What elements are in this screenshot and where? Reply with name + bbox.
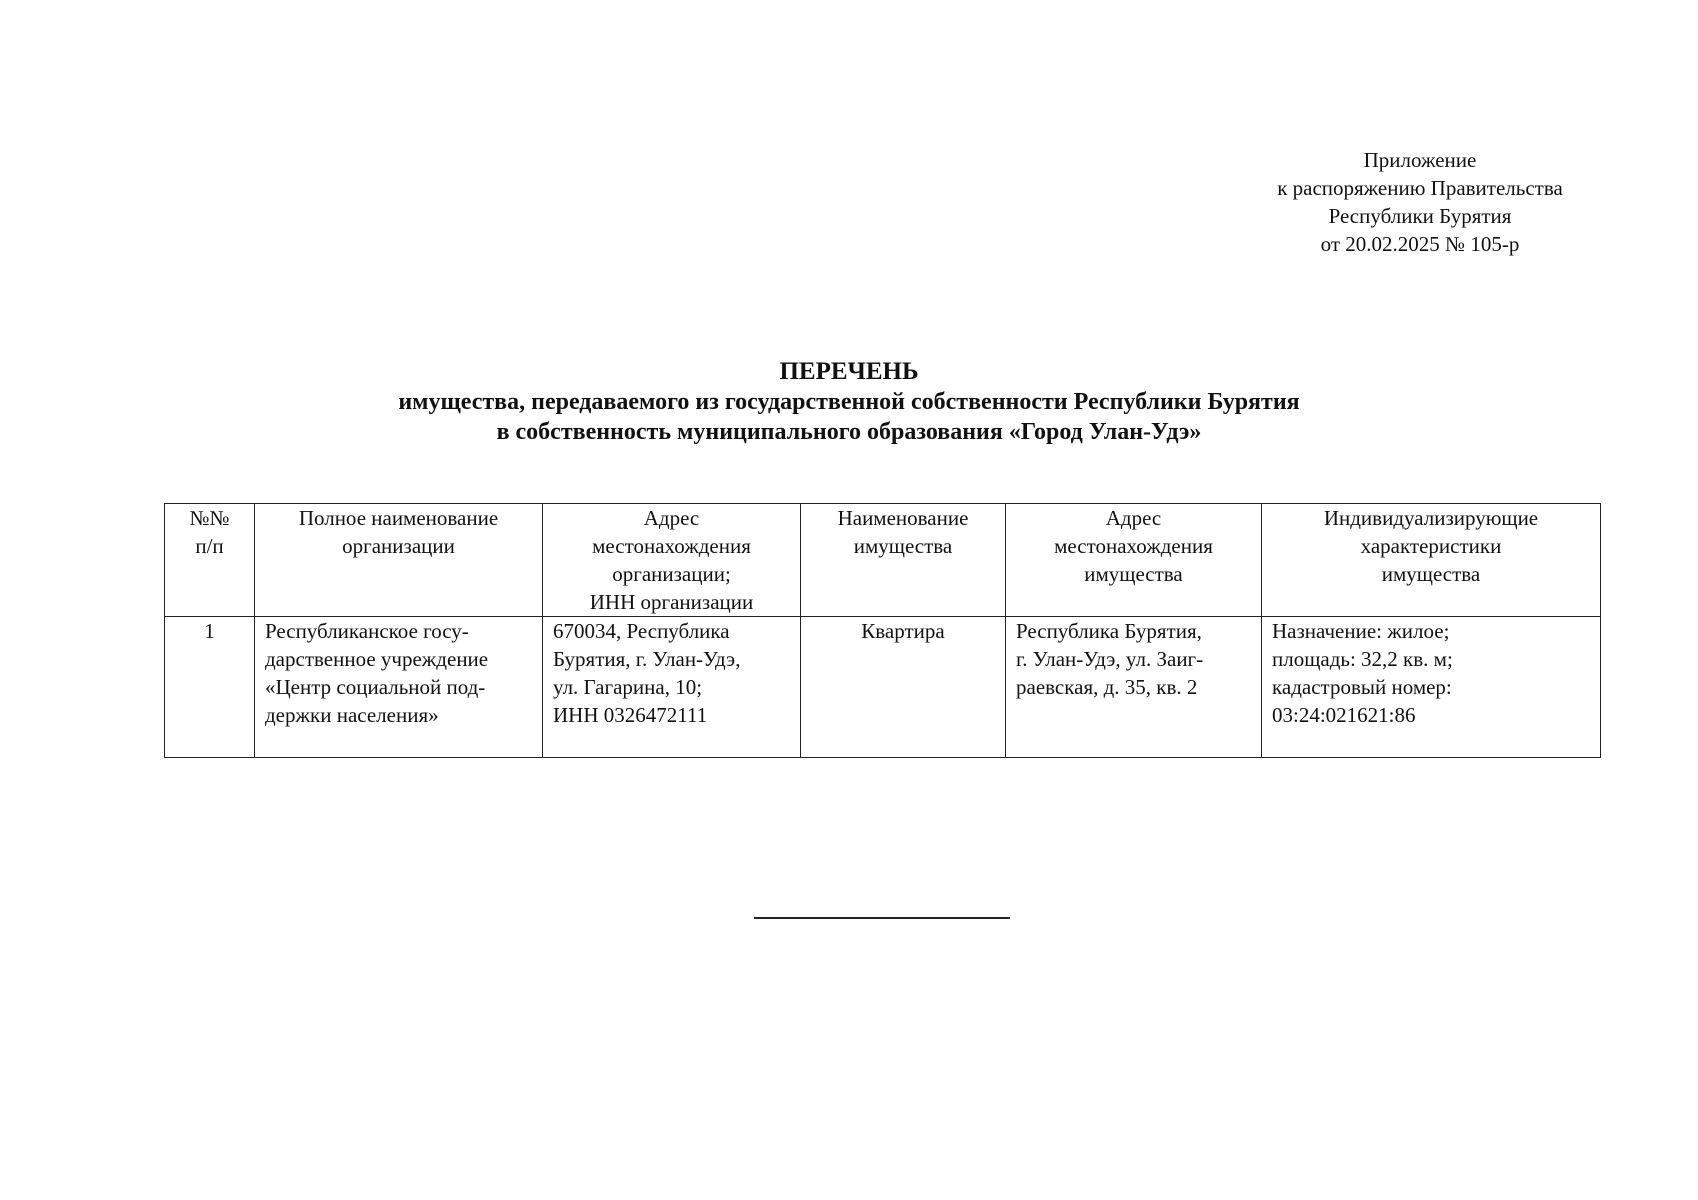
title-line: имущества, передаваемого из государственной собственности Республики Бурятия [398, 389, 1300, 415]
table-header-row [165, 504, 1601, 617]
appendix-line: Приложение [1363, 148, 1477, 172]
cell-property-address: Республика Бурятия, г. Улан-Удэ, ул. Заиг- раевская, д. 35, кв. 2 [1006, 617, 1262, 758]
appendix-line: от 20.02.2025 № 105-р [1320, 232, 1520, 256]
cell-organization-address: 670034, Республика Бурятия, г. Улан-Удэ, ул. Гагарина, 10; ИНН 0326472111 [543, 617, 801, 758]
cell-characteristics: Назначение: жилое; площадь: 32,2 кв. м; кадастровый номер: 03:24:021621:86 [1262, 617, 1601, 758]
header-characteristics: Индивидуализирующие характеристики имущества [1262, 504, 1601, 617]
title-line: в собственность муниципального образования «Город Улан-Удэ» [496, 419, 1202, 445]
document-title [0, 357, 1698, 447]
appendix-line: к распоряжению Правительства [1277, 176, 1563, 200]
header-organization: Полное наименование организации [255, 504, 543, 617]
end-divider [754, 917, 1010, 919]
title-main: ПЕРЕЧЕНЬ [779, 358, 919, 385]
header-property-name: Наименование имущества [801, 504, 1006, 617]
table-row [165, 617, 1601, 758]
header-property-address: Адрес местонахождения имущества [1006, 504, 1262, 617]
appendix-line: Республики Бурятия [1328, 204, 1512, 228]
header-number: №№ п/п [165, 504, 255, 617]
cell-property-name: Квартира [801, 617, 1006, 758]
appendix-note [1230, 146, 1610, 258]
cell-number: 1 [165, 617, 255, 758]
header-organization-address: Адрес местонахождения организации; ИНН организации [543, 504, 801, 617]
cell-organization: Республиканское госу- дарственное учреждение «Центр социальной под- держки населения» [255, 617, 543, 758]
property-table [164, 503, 1601, 758]
